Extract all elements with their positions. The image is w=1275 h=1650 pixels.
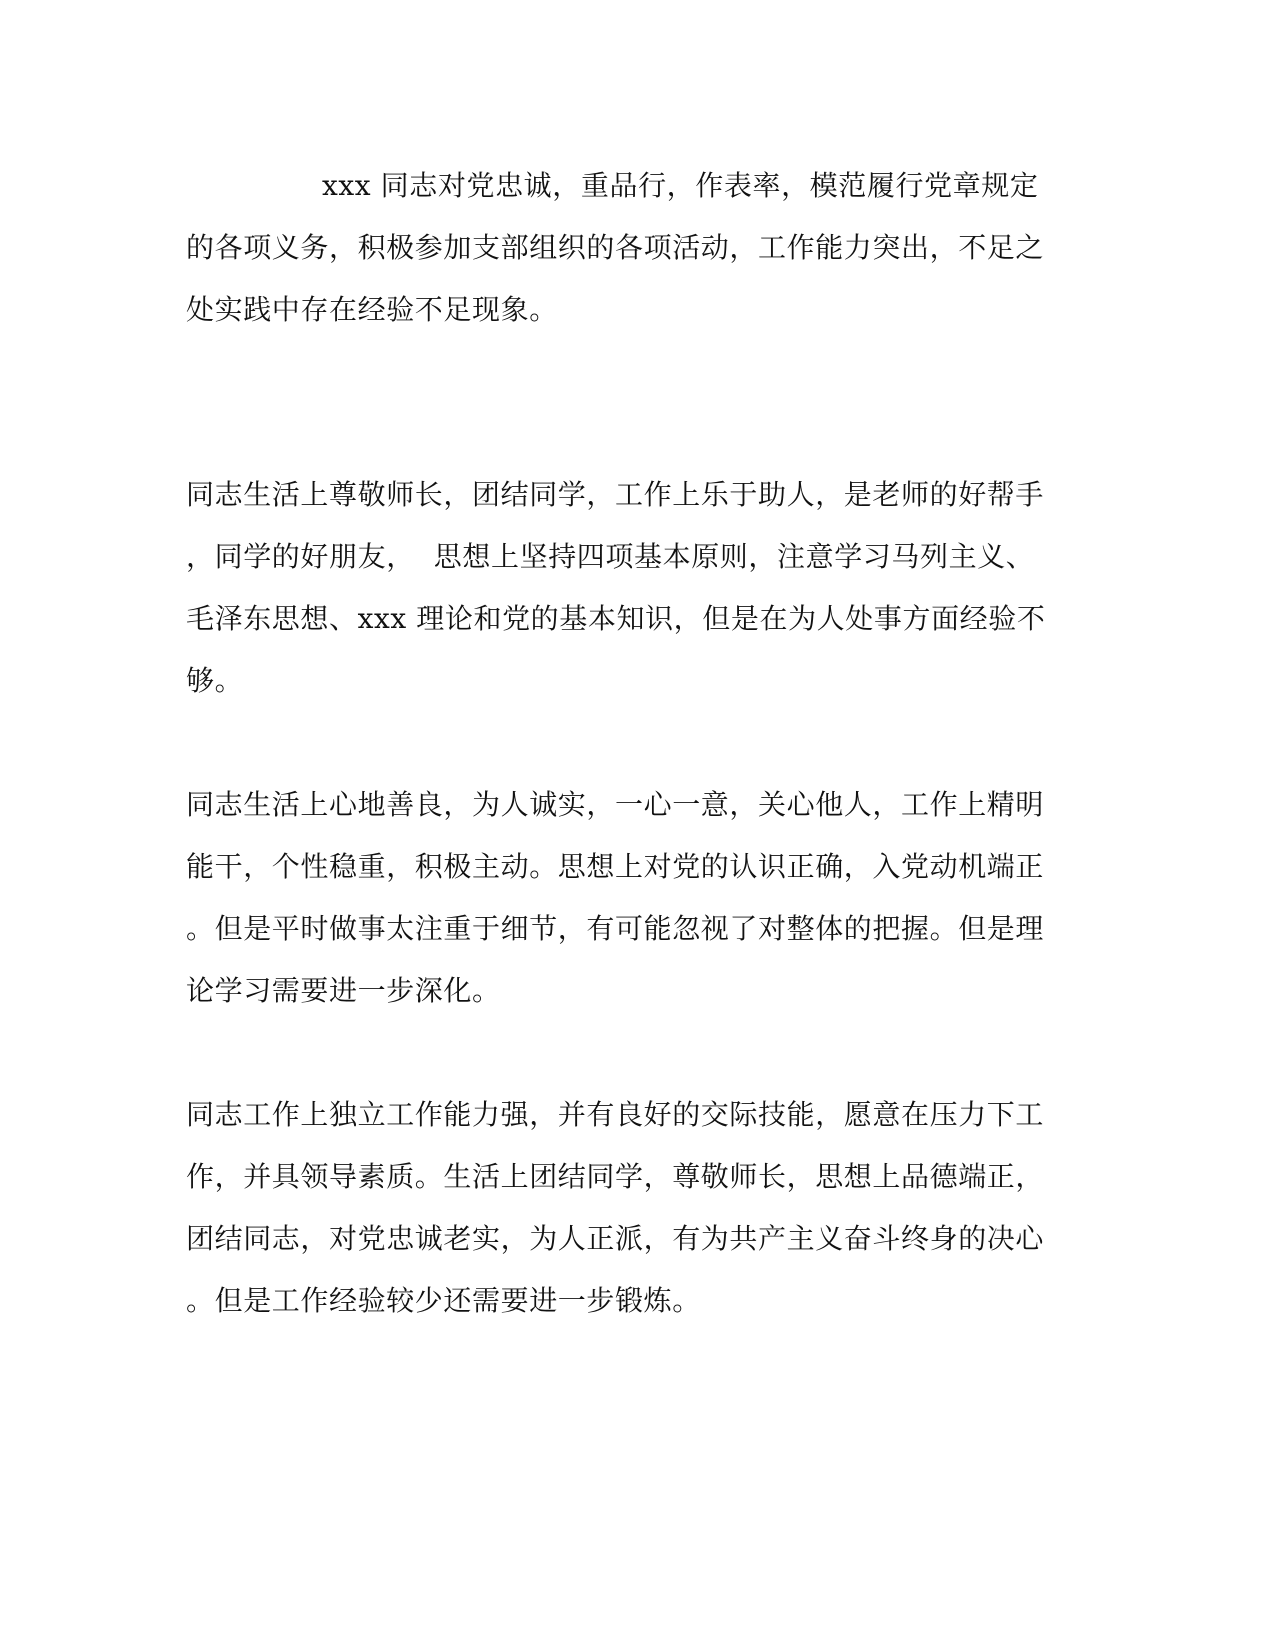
paragraph-line: 处实践中存在经验不足现象。 bbox=[186, 293, 558, 326]
paragraph-line: 毛泽东思想、xxx 理论和党的基本知识，但是在为人处事方面经验不 bbox=[186, 602, 1046, 635]
paragraph-2 bbox=[186, 464, 1046, 712]
paragraph-4 bbox=[186, 1084, 1046, 1332]
paragraph-line: 论学习需要进一步深化。 bbox=[186, 974, 501, 1007]
paragraph-line: 的各项义务，积极参加支部组织的各项活动，工作能力突出，不足之 bbox=[186, 231, 1045, 264]
paragraph-line: 同志生活上心地善良，为人诚实，一心一意，关心他人，工作上精明 bbox=[186, 788, 1045, 821]
paragraph-line: xxx 同志对党忠诚，重品行，作表率，模范履行党章规定 bbox=[322, 169, 1039, 202]
paragraph-line: 同志生活上尊敬师长，团结同学，工作上乐于助人，是老师的好帮手 bbox=[186, 478, 1045, 511]
paragraph-line: 团结同志，对党忠诚老实，为人正派，有为共产主义奋斗终身的决心 bbox=[186, 1222, 1045, 1255]
paragraph-line: ，同学的好朋友， 思想上坚持四项基本原则，注意学习马列主义、 bbox=[186, 540, 1035, 573]
paragraph-line: 同志工作上独立工作能力强，并有良好的交际技能，愿意在压力下工 bbox=[186, 1098, 1045, 1131]
paragraph-line: 够。 bbox=[186, 664, 244, 697]
paragraph-line: 。但是平时做事太注重于细节，有可能忽视了对整体的把握。但是理 bbox=[186, 912, 1045, 945]
paragraph-1 bbox=[186, 155, 1046, 341]
paragraph-line: 。但是工作经验较少还需要进一步锻炼。 bbox=[186, 1284, 701, 1317]
paragraph-line: 作，并具领导素质。生活上团结同学，尊敬师长，思想上品德端正， bbox=[186, 1160, 1045, 1193]
paragraph-line: 能干，个性稳重，积极主动。思想上对党的认识正确，入党动机端正 bbox=[186, 850, 1045, 883]
paragraph-3 bbox=[186, 774, 1046, 1022]
